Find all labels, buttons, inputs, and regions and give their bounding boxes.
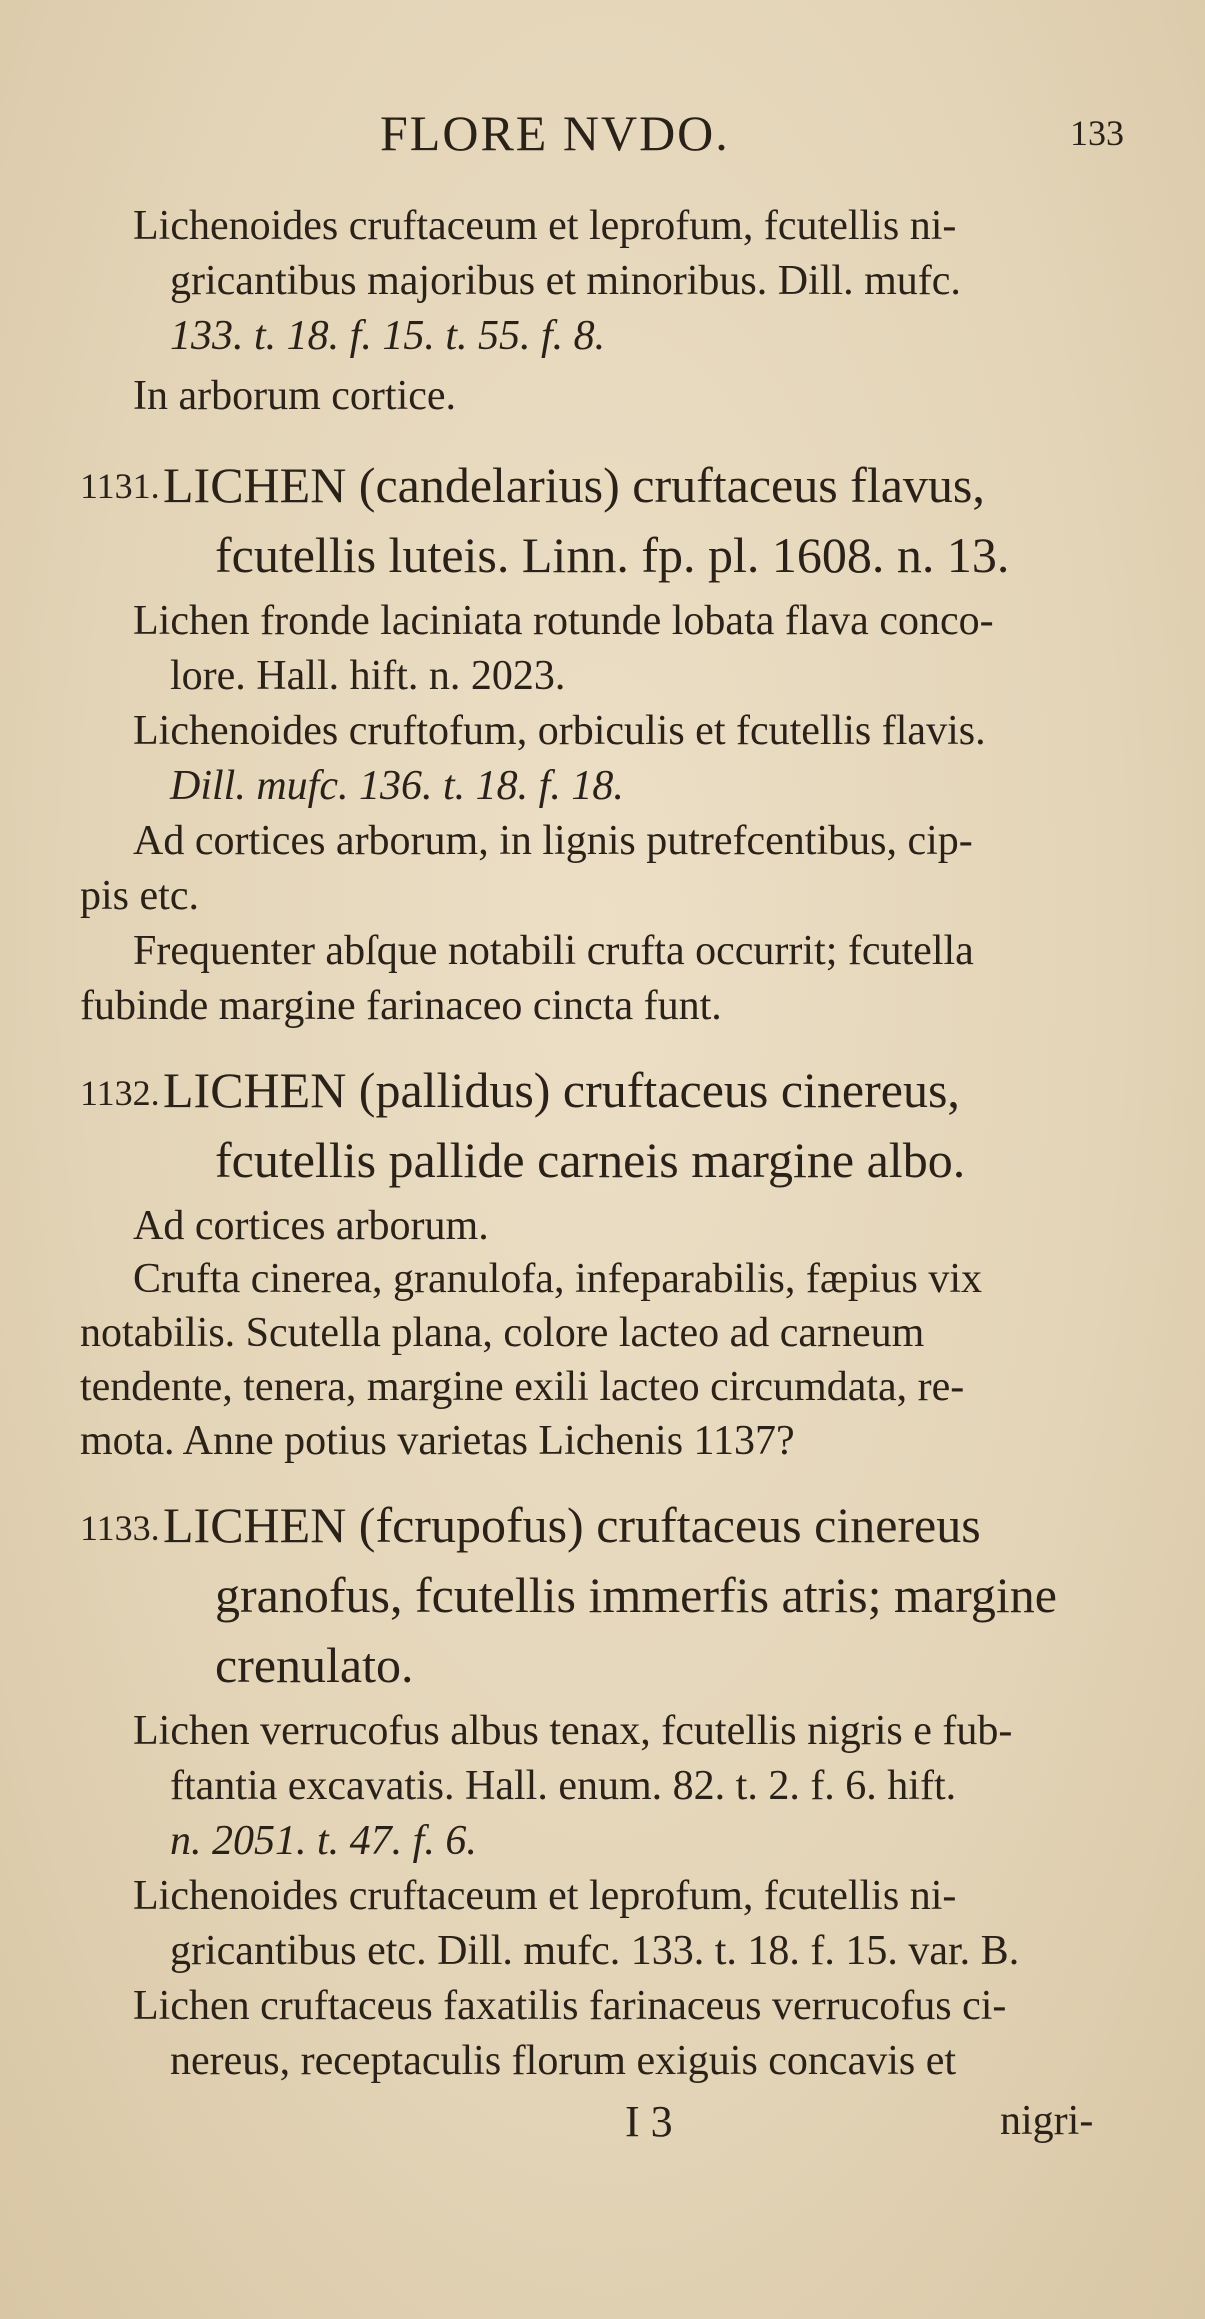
entry-number: 1133. xyxy=(80,1508,160,1548)
text-line: n. 2051. t. 47. f. 6. xyxy=(170,1818,477,1864)
text-line: ftantia excavatis. Hall. enum. 82. t. 2. f. 6. hift. xyxy=(170,1763,957,1809)
entry-number: 1132. xyxy=(80,1073,160,1113)
entry-heading: LICHEN (candelarius) cruftaceus flavus, xyxy=(163,457,985,513)
text-line: nereus, receptaculis florum exiguis concavis et xyxy=(170,2038,957,2084)
text-line: tendente, tenera, margine exili lacteo circumdata, re- xyxy=(80,1364,965,1410)
text-line: Crufta cinerea, granulofa, infeparabilis, fæpius vix xyxy=(133,1256,983,1302)
text-line: Lichenoides cruftofum, orbiculis et fcutellis flavis. xyxy=(133,708,986,754)
text-line: notabilis. Scutella plana, colore lacteo ad carneum xyxy=(80,1310,925,1356)
text-line: Lichen fronde laciniata rotunde lobata flava conco- xyxy=(133,598,994,644)
entry-heading: LICHEN (fcrupofus) cruftaceus cinereus xyxy=(163,1497,981,1553)
text-line: gricantibus etc. Dill. mufc. 133. t. 18. f. 15. var. B. xyxy=(170,1928,1020,1974)
signature-mark: I 3 xyxy=(625,2097,673,2146)
text-line: pis etc. xyxy=(80,873,199,919)
entry-number: 1131. xyxy=(80,466,160,506)
text-line: gricantibus majoribus et minoribus. Dill. mufc. xyxy=(170,258,961,304)
entry-heading: fcutellis luteis. Linn. fp. pl. 1608. n. 13. xyxy=(215,527,1010,583)
text-line: lore. Hall. hift. n. 2023. xyxy=(170,653,566,699)
text-line: Ad cortices arborum, in lignis putrefcentibus, cip- xyxy=(133,818,973,864)
text-line: Dill. mufc. 136. t. 18. f. 18. xyxy=(170,763,624,809)
text-line: Lichenoides cruftaceum et leprofum, fcutellis ni- xyxy=(133,203,957,249)
text-line: Lichen cruftaceus faxatilis farinaceus verrucofus ci- xyxy=(133,1983,1007,2029)
text-line: Lichenoides cruftaceum et leprofum, fcutellis ni- xyxy=(133,1873,957,1919)
catchword: nigri- xyxy=(1000,2098,1094,2144)
page-number: 133 xyxy=(1070,113,1124,153)
text-line: mota. Anne potius varietas Lichenis 1137? xyxy=(80,1418,795,1464)
text-line: Ad cortices arborum. xyxy=(133,1203,489,1249)
text-line: 133. t. 18. f. 15. t. 55. f. 8. xyxy=(170,313,606,359)
entry-heading: granofus, fcutellis immerfis atris; margine xyxy=(215,1567,1057,1623)
entry-heading: fcutellis pallide carneis margine albo. xyxy=(215,1132,966,1188)
text-line: Frequenter abſque notabili crufta occurrit; fcutella xyxy=(133,928,974,974)
entry-heading: crenulato. xyxy=(215,1637,414,1693)
text-line: In arborum cortice. xyxy=(133,373,457,419)
entry-heading: LICHEN (pallidus) cruftaceus cinereus, xyxy=(163,1062,960,1118)
running-title: FLORE NVDO. xyxy=(380,105,730,161)
text-line: Lichen verrucofus albus tenax, fcutellis nigris e fub- xyxy=(133,1708,1013,1754)
text-line: fubinde margine farinaceo cincta funt. xyxy=(80,983,722,1029)
